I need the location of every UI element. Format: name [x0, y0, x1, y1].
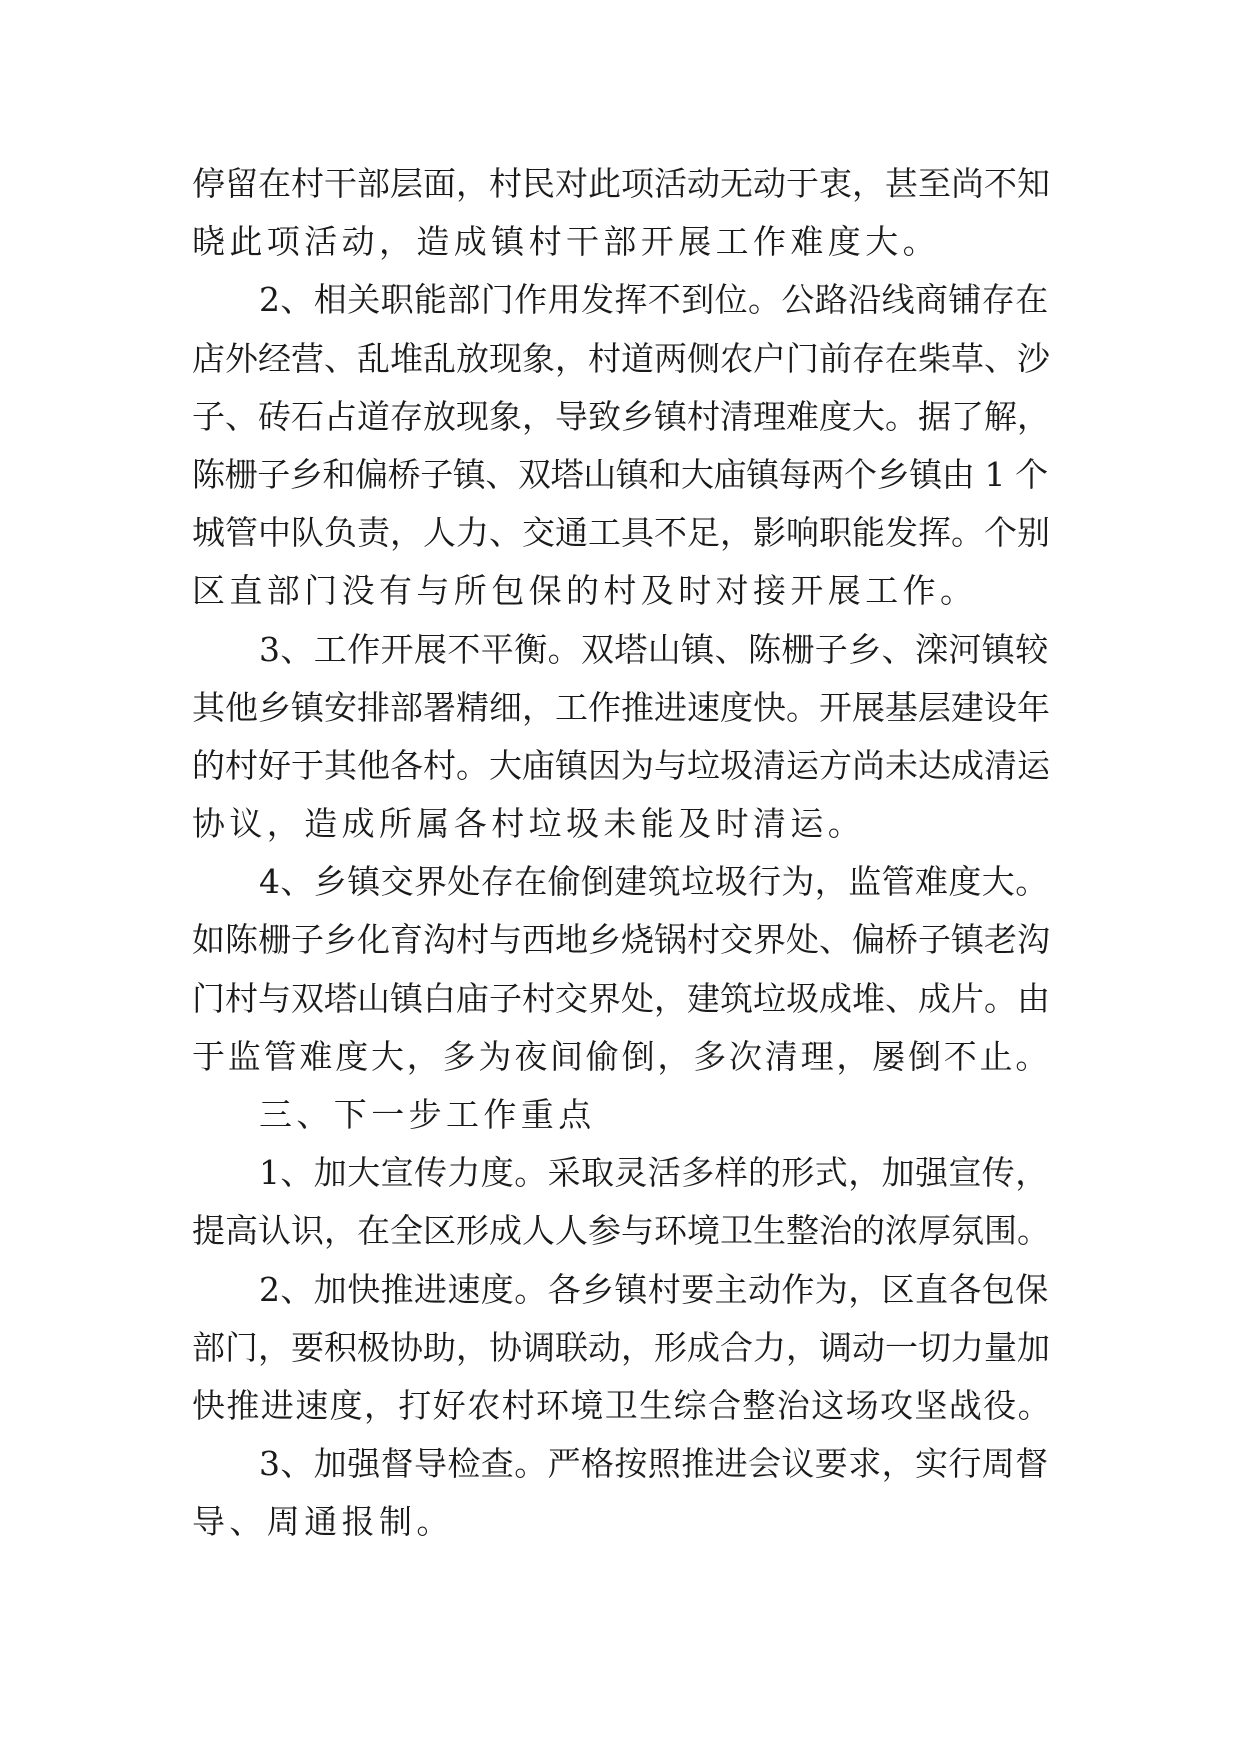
text-line: 晓此项活动，造成镇村干部开展工作难度大。	[192, 222, 940, 262]
text-line: 陈栅子乡和偏桥子镇、双塔山镇和大庙镇每两个乡镇由 1 个	[192, 454, 1048, 494]
text-line: 停留在村干部层面，村民对此项活动无动于衷，甚至尚不知	[192, 164, 1050, 203]
text-line: 店外经营、乱堆乱放现象，村道两侧农户门前存在柴草、沙	[192, 338, 1050, 378]
text-line: 协议，造成所属各村垃圾未能及时清运。	[192, 804, 866, 844]
text-line: 导、周通报制。	[192, 1502, 454, 1542]
text-line: 的村好于其他各村。大庙镇因为与垃圾清运方尚未达成清运	[192, 745, 1050, 785]
text-line: 区直部门没有与所包保的村及时对接开展工作。	[192, 571, 978, 611]
text-line: 三、下一步工作重点	[259, 1095, 596, 1134]
text-line: 快推进速度，打好农村环境卫生综合整治这场攻坚战役。	[192, 1385, 1052, 1425]
text-line: 部门，要积极协助，协调联动，形成合力，调动一切力量加	[192, 1327, 1050, 1367]
text-line: 2、加快推进速度。各乡镇村要主动作为，区直各包保	[259, 1269, 1049, 1309]
text-line: 子、砖石占道存放现象，导致乡镇村清理难度大。据了解，	[192, 396, 1050, 436]
text-line: 于监管难度大，多为夜间偷倒，多次清理，屡倒不止。	[192, 1036, 1052, 1076]
text-line: 如陈栅子乡化育沟村与西地乡烧锅村交界处、偏桥子镇老沟	[192, 920, 1050, 960]
document-body	[192, 155, 1052, 1552]
text-line: 3、工作开展不平衡。双塔山镇、陈栅子乡、滦河镇较	[259, 629, 1049, 669]
text-line: 2、相关职能部门作用发挥不到位。公路沿线商铺存在	[259, 280, 1049, 320]
text-line: 1、加大宣传力度。采取灵活多样的形式，加强宣传，	[259, 1153, 1049, 1193]
text-line: 门村与双塔山镇白庙子村交界处，建筑垃圾成堆、成片。由	[192, 978, 1050, 1018]
text-line: 3、加强督导检查。严格按照推进会议要求，实行周督	[259, 1444, 1049, 1484]
text-line: 4、乡镇交界处存在偷倒建筑垃圾行为，监管难度大。	[259, 862, 1049, 902]
text-line: 其他乡镇安排部署精细，工作推进速度快。开展基层建设年	[192, 687, 1050, 727]
text-line: 城管中队负责，人力、交通工具不足，影响职能发挥。个别	[192, 513, 1050, 553]
text-line: 提高认识，在全区形成人人参与环境卫生整治的浓厚氛围。	[192, 1211, 1050, 1251]
